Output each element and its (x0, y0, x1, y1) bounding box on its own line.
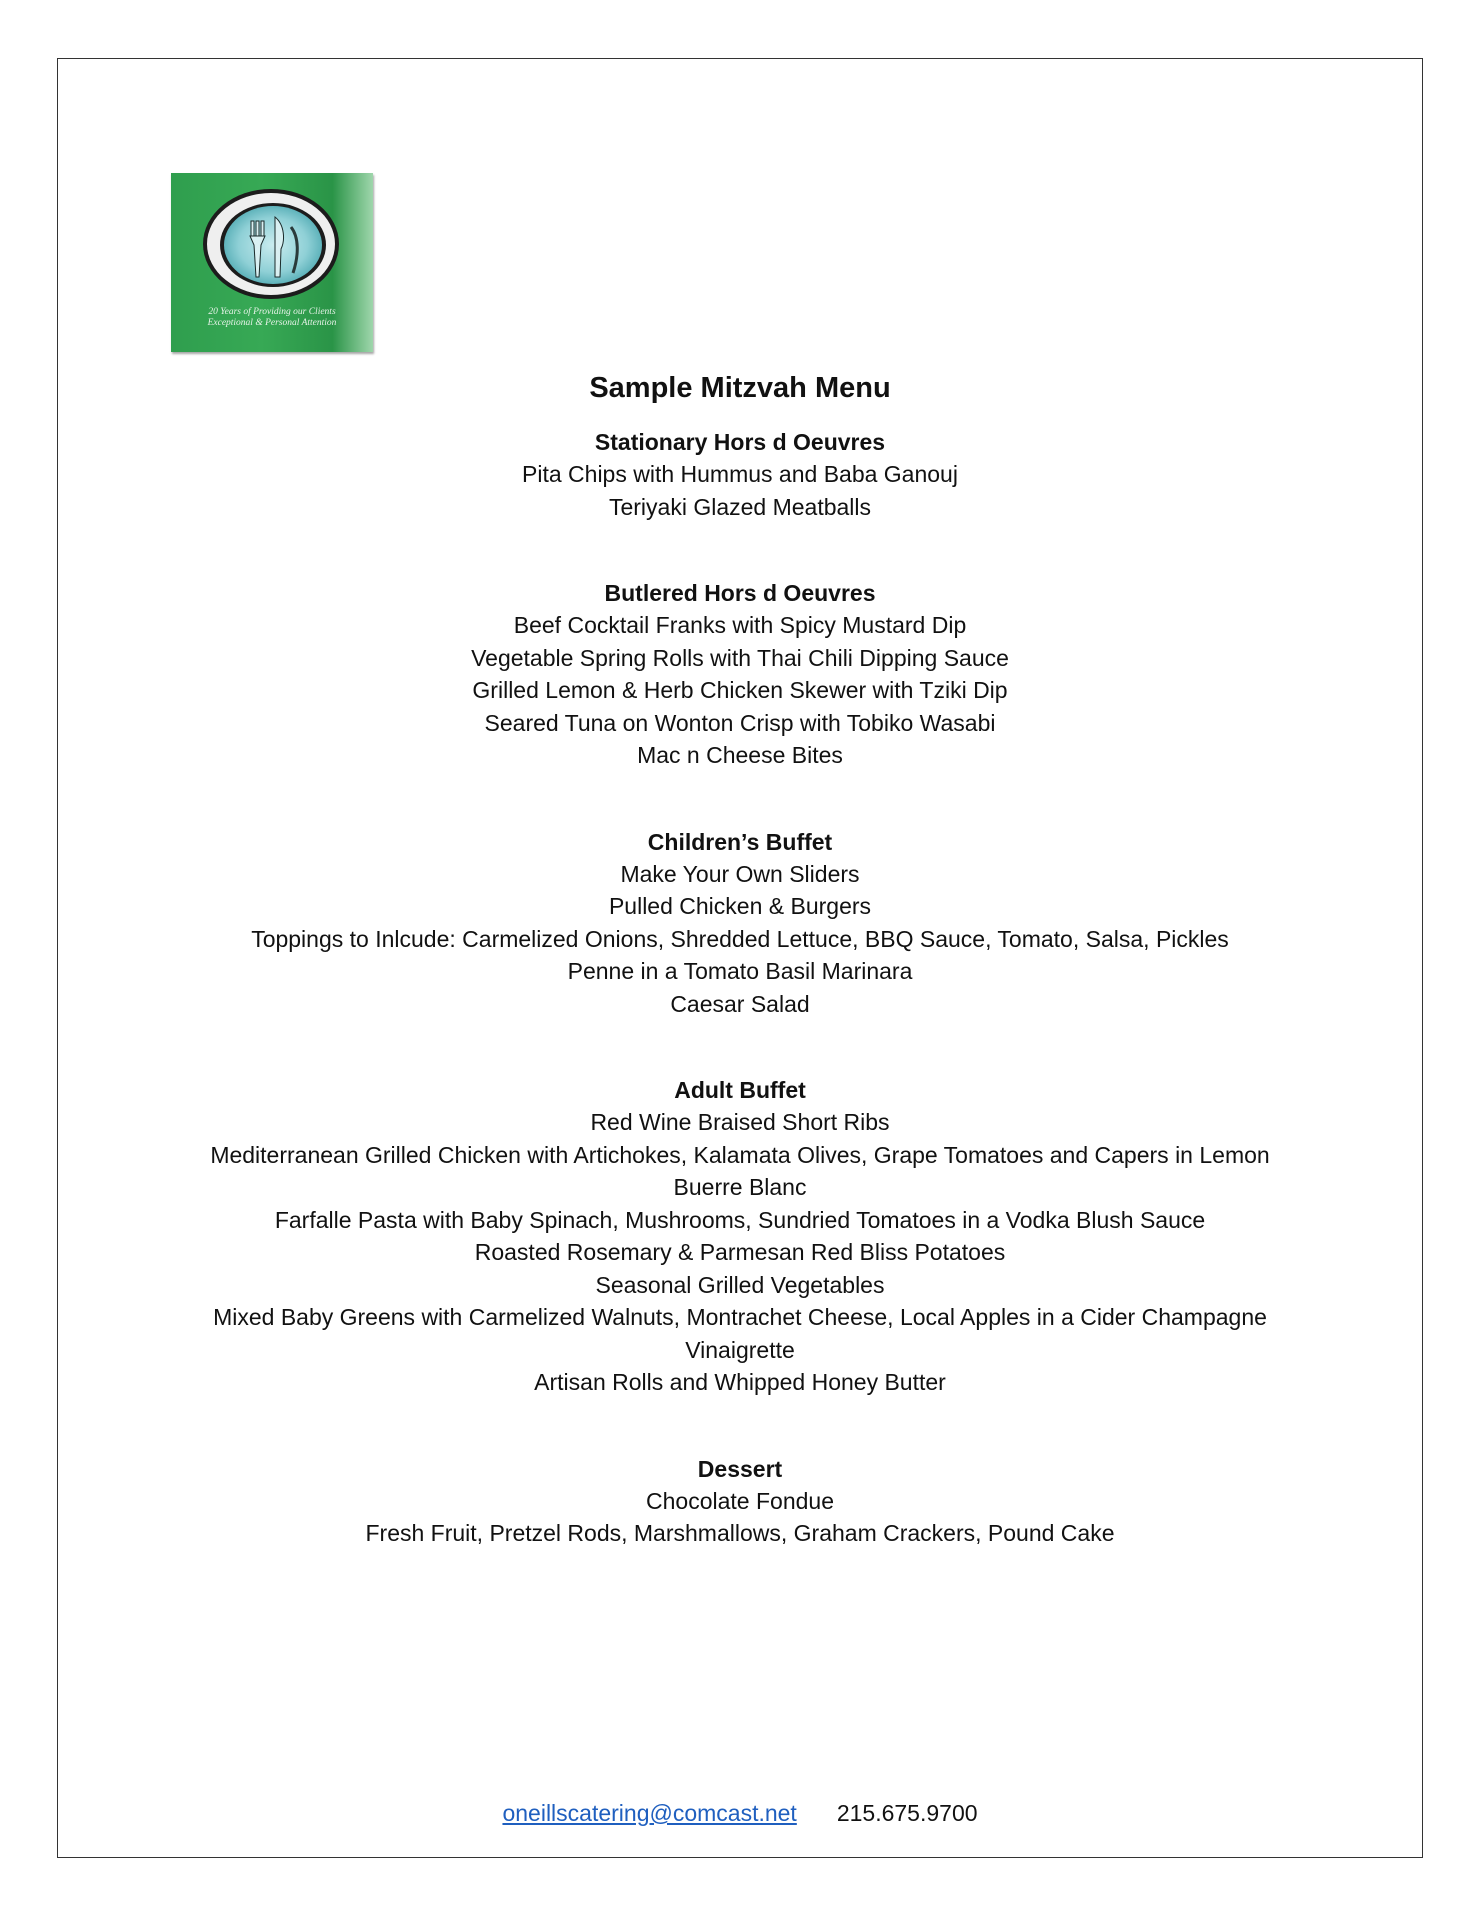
menu-item: Pulled Chicken & Burgers (608, 893, 872, 919)
email-link[interactable]: oneillscatering@comcast.net (502, 1800, 797, 1826)
menu-item: Toppings to Inlcude: Carmelized Onions, Shredded Lettuce, BBQ Sauce, Tomato, Salsa, Pickles (251, 925, 1229, 952)
menu-item: Vegetable Spring Rolls with Thai Chili Dipping Sauce (471, 644, 1009, 671)
menu-item: Penne in a Tomato Basil Marinara (567, 958, 913, 984)
menu-item: Artisan Rolls and Whipped Honey Butter (534, 1369, 946, 1395)
menu-item: Make Your Own Sliders (620, 860, 860, 887)
menu-item: Chocolate Fondue (646, 1487, 834, 1514)
menu-content (57, 368, 1423, 1604)
menu-item: Beef Cocktail Franks with Spicy Mustard Dip (513, 612, 967, 638)
section-heading: Stationary Hors d Oeuvres (594, 429, 886, 455)
menu-item: Farfalle Pasta with Baby Spinach, Mushrooms, Sundried Tomatoes in a Vodka Blush Sauce (274, 1206, 1206, 1233)
menu-item: Seasonal Grilled Vegetables (595, 1271, 885, 1298)
menu-item: Mediterranean Grilled Chicken with Artichokes, Kalamata Olives, Grape Tomatoes and Capers in Lemon Buerre Blanc (210, 1141, 1270, 1200)
menu-item: Pita Chips with Hummus and Baba Ganouj (522, 461, 958, 487)
section-childrens-buffet (57, 826, 1423, 1021)
footer (57, 1797, 1423, 1829)
menu-item: Seared Tuna on Wonton Crisp with Tobiko Wasabi (484, 709, 996, 736)
menu-title: Sample Mitzvah Menu (589, 372, 891, 404)
menu-item: Fresh Fruit, Pretzel Rods, Marshmallows, Graham Crackers, Pound Cake (365, 1520, 1115, 1546)
section-dessert (57, 1453, 1423, 1550)
menu-item: Red Wine Braised Short Ribs (590, 1109, 890, 1135)
phone-number: 215.675.9700 (836, 1800, 978, 1826)
menu-item: Mixed Baby Greens with Carmelized Walnuts, Montrachet Cheese, Local Apples in a Cider Champagne Vinaigrette (213, 1304, 1267, 1363)
section-heading: Children’s Buffet (647, 828, 833, 855)
menu-item: Grilled Lemon & Herb Chicken Skewer with Tziki Dip (472, 677, 1008, 703)
logo-tagline (179, 307, 365, 329)
menu-item: Mac n Cheese Bites (637, 742, 843, 768)
section-adult-buffet (57, 1074, 1423, 1399)
menu-item: Roasted Rosemary & Parmesan Red Bliss Potatoes (474, 1239, 1006, 1265)
section-heading: Adult Buffet (674, 1077, 806, 1103)
section-stationary-hors-doeuvres (57, 426, 1423, 523)
section-heading: Butlered Hors d Oeuvres (604, 580, 876, 606)
menu-item: Caesar Salad (670, 990, 810, 1017)
logo-tagline-line1: 20 Years of Providing our Clients (208, 307, 336, 317)
menu-item: Teriyaki Glazed Meatballs (608, 493, 872, 520)
logo-tagline-line2: Exceptional & Personal Attention (207, 318, 337, 328)
catering-logo (171, 173, 373, 352)
section-heading: Dessert (697, 1455, 783, 1482)
section-butlered-hors-doeuvres (57, 577, 1423, 772)
